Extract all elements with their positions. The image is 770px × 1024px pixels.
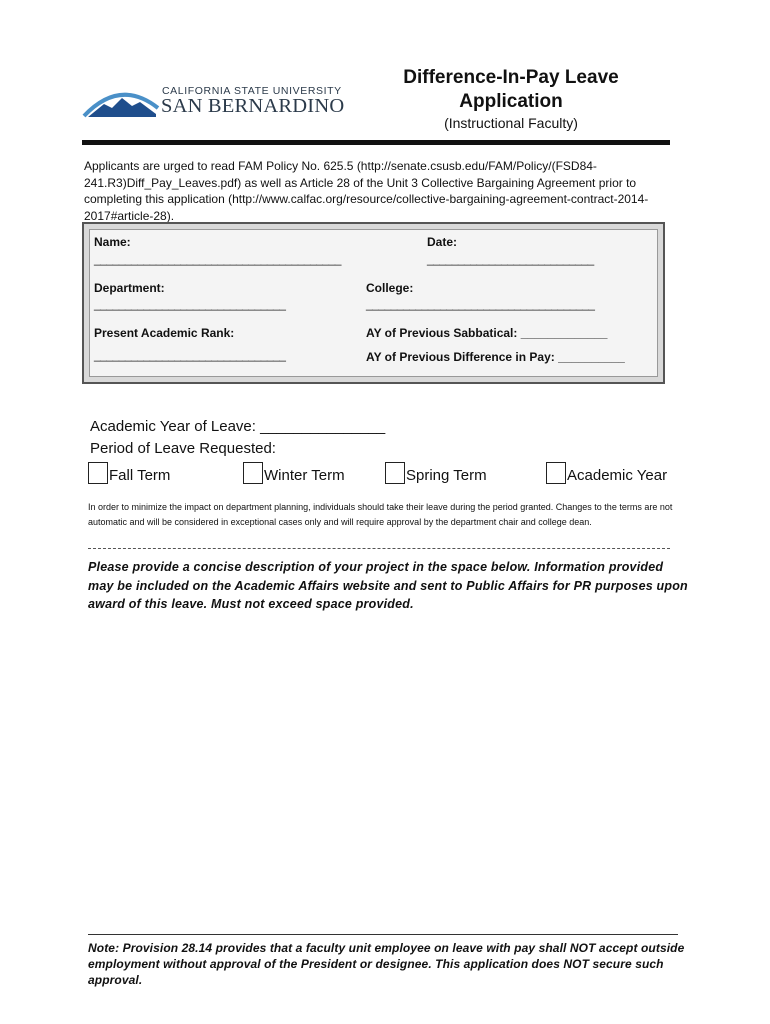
description-instructions: Please provide a concise description of your project in the space below. Information provided may be included on the Academic Affairs website and sent to Public Affairs for PR purposes upon award of this leave. Must not exceed space provided. — [88, 560, 688, 611]
winter-term-label: Winter Term — [264, 467, 345, 484]
project-description-area[interactable] — [88, 620, 670, 930]
fall-term-option[interactable] — [88, 460, 170, 484]
period-of-leave-label: Period of Leave Requested: — [90, 440, 276, 457]
spring-term-option[interactable] — [385, 460, 487, 484]
header-divider — [82, 140, 670, 145]
sabbatical-field[interactable]: AY of Previous Sabbatical: _____________ — [366, 326, 608, 340]
title-line-1: Difference-In-Pay Leave — [403, 67, 619, 88]
name-field[interactable]: ________________________________________ — [94, 252, 341, 266]
section-divider — [88, 548, 670, 549]
academic-year-option[interactable] — [546, 460, 667, 484]
footer-divider — [88, 934, 678, 935]
page-title — [380, 66, 642, 114]
department-field[interactable]: _______________________________ — [94, 297, 286, 311]
page-subtitle: (Instructional Faculty) — [444, 115, 578, 131]
winter-term-option[interactable] — [243, 460, 345, 484]
fall-term-checkbox[interactable] — [88, 462, 108, 484]
academic-year-of-leave-field[interactable]: Academic Year of Leave: _______________ — [90, 418, 386, 435]
college-field[interactable]: _____________________________________ — [366, 297, 595, 311]
footer-note: Note: Provision 28.14 provides that a faculty unit employee on leave with pay shall NOT accept outside employment without approval of the President or designee. This application does NOT secure such approval. — [88, 941, 685, 987]
rank-field[interactable]: _______________________________ — [94, 348, 286, 362]
leave-policy-note: In order to minimize the impact on department planning, individuals should take their leave during the period granted. Changes to the terms are not automatic and will be considered in exceptional cases only and will require approval by the department chair and college dean. — [88, 502, 673, 527]
diff-pay-field[interactable]: AY of Previous Difference in Pay: __________ — [366, 350, 625, 364]
university-logo — [82, 82, 345, 122]
title-line-2: Application — [459, 91, 563, 112]
mountain-logo-icon — [82, 84, 160, 118]
intro-paragraph: Applicants are urged to read FAM Policy No. 625.5 (http://senate.csusb.edu/FAM/Policy/(FSD84-241.R3)Diff_Pay_Leaves.pdf) as well as Article 28 of the Unit 3 Collective Bargaining Agreement prior to completing this application (http://www.calfac.org/resource/collective-bargaining-agreement-contract-2014-2017#article-28). — [84, 159, 649, 223]
name-label: Name: — [94, 235, 131, 249]
logo-top-text: CALIFORNIA STATE UNIVERSITY — [162, 85, 342, 97]
academic-year-checkbox[interactable] — [546, 462, 566, 484]
date-label: Date: — [427, 235, 458, 249]
spring-term-checkbox[interactable] — [385, 462, 405, 484]
fall-term-label: Fall Term — [109, 467, 171, 484]
logo-main-text: SAN BERNARDINO — [161, 95, 345, 117]
college-label: College: — [366, 281, 414, 295]
applicant-info-panel — [89, 229, 658, 377]
spring-term-label: Spring Term — [406, 467, 487, 484]
winter-term-checkbox[interactable] — [243, 462, 263, 484]
academic-year-label: Academic Year — [567, 467, 668, 484]
date-field[interactable]: ___________________________ — [427, 252, 594, 266]
rank-label: Present Academic Rank: — [94, 326, 235, 340]
applicant-info-box — [82, 222, 665, 384]
department-label: Department: — [94, 281, 165, 295]
